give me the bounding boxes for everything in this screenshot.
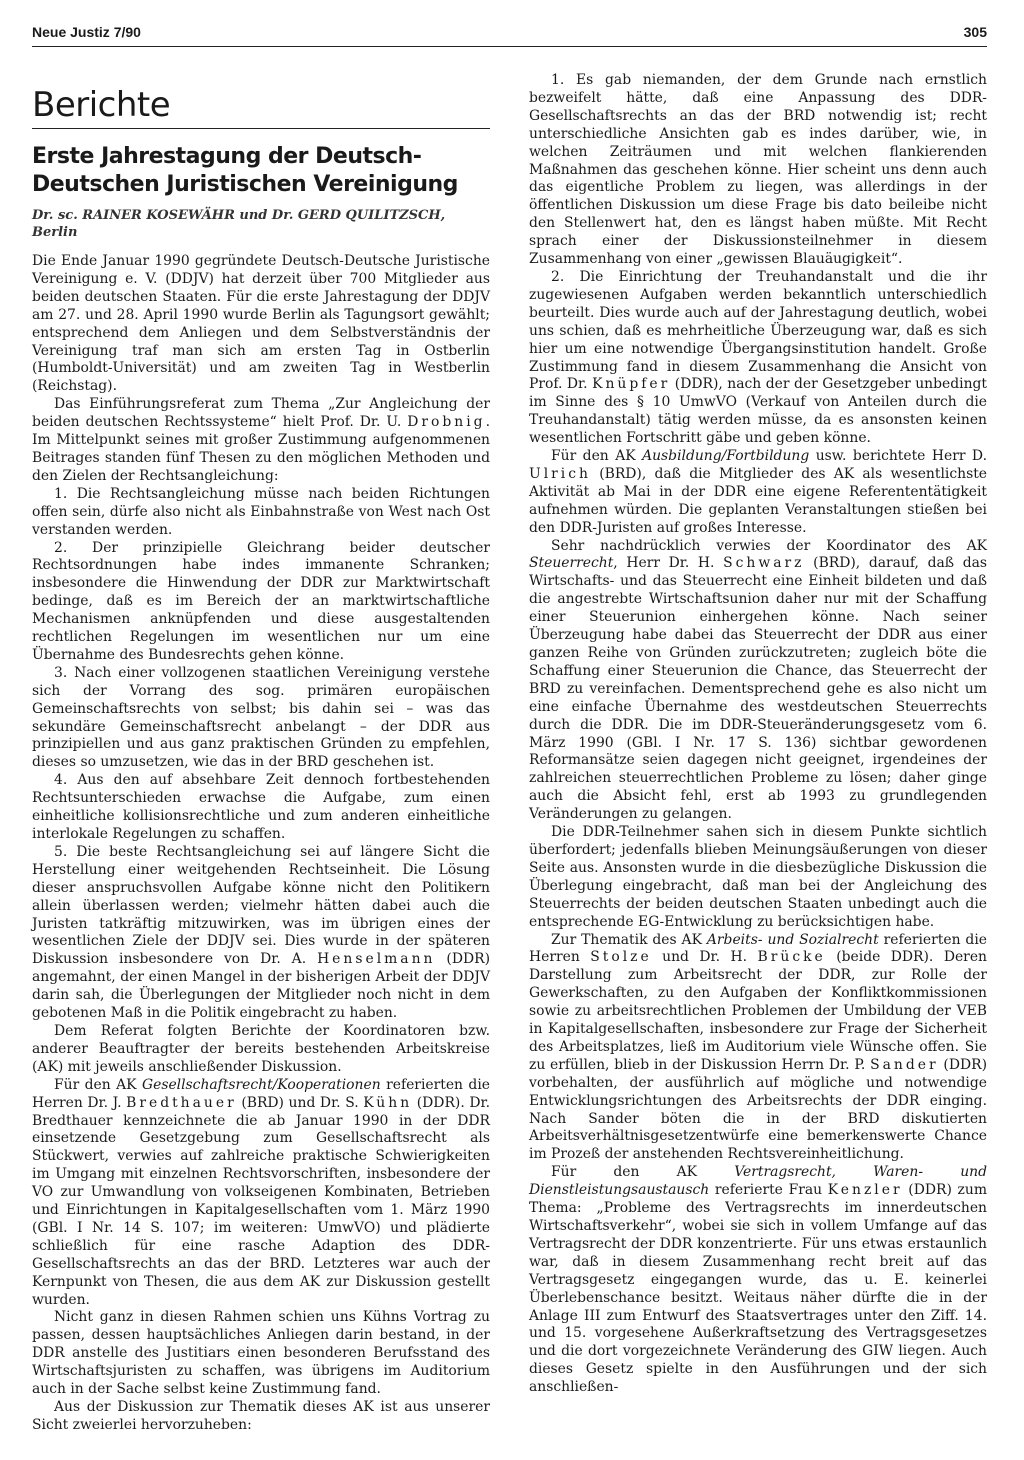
thesis-1: 1. Die Rechtsangleichung müsse nach beiden Richtungen offen sein, dürfe also nicht als Einbahnstraße von West nach Ost verstanden werden. bbox=[32, 485, 490, 538]
thesis-5 bbox=[32, 844, 490, 1023]
paragraph-keynote bbox=[32, 396, 490, 486]
person-name: Schwarz bbox=[723, 555, 805, 572]
journal-issue: Neue Justiz 7/90 bbox=[32, 24, 141, 40]
text-run: (DDR), nach der der Gesetzgeber unbedingt im Sinne des § 10 UmwVO (Verkauf von Anteilen durch die Treuhandanstalt) tätig werden müsse, da es ansonsten keinen wesentlichen Fortschritt gäbe und geben könne. bbox=[529, 376, 987, 447]
text-run: (BRD), darauf, daß das Wirtschafts- und das Steuerrecht eine Einheit bildeten und daß die angestrebte Wirtschaftsunion daher nur mit der Schaffung einer Steuerunion einhergehen könne. Nach seiner Überzeugung habe dabei das Steuerrecht der DDR aus einer ganzen Reihe von Gründen zurückzutreten; zugleich böte die Schaffung einer Steuerunion die Chance, das Steuerrecht der BRD zu vereinfachen. Dementsprechend gehe es also nicht um eine einfache Übernahme des westdeutschen Steuerrechts durch die DDR. Die im DDR-Steueränderungsgesetz vom 6. März 1990 (GBl. I Nr. 17 S. 136) sichtbar gewordenen Reformansätze seien dagegen nicht geeignet, irgendeines der zahlreichen steuerrechtlichen Probleme zu lösen; daher ginge auch die Absicht fehl, erst ab 1993 zu grundlegenden Veränderungen zu gelangen. bbox=[529, 555, 988, 823]
working-group-name: Steuerrecht bbox=[529, 555, 614, 572]
paragraph-ddr-participants: Die DDR-Teilnehmer sahen sich in diesem Punkte sichtlich überfordert; jedenfalls blieben Meinungsäußerungen von dieser Seite aus. Ansonsten wurde in die diesbezügliche Diskussion die Überlegung eingebracht, daß man bei der Angleichung des Steuerrechts der beiden deutschen Staaten unbedingt auch die entsprechende EG-Entwicklung zu berücksichtigen habe. bbox=[529, 824, 987, 930]
text-run: (BRD) und Dr. S. bbox=[236, 1094, 364, 1111]
text-run: Für den AK bbox=[54, 1076, 142, 1093]
article-title: Erste Jahrestagung der Deutsch-Deutschen Juristischen Vereinigung bbox=[32, 144, 458, 197]
discussion-point-2 bbox=[529, 269, 987, 448]
person-name: Bredthauer bbox=[126, 1094, 237, 1111]
right-column bbox=[529, 72, 987, 1397]
text-run: Das Einführungsreferat zum Thema „Zur Angleichung der beiden deutschen Rechtssysteme“ hielt Prof. Dr. U. bbox=[32, 396, 490, 431]
thesis-3: 3. Nach einer vollzogenen staatlichen Vereinigung verstehe sich der Vorrang des sog. primären europäischen Gemeinschaftsrechts von selbst; bis dahin sei – was das sekundäre Gemeinschaftsrecht anbelangt – der DDR aus prinzipiellen und aus ganz praktischen Gründen zu empfehlen, dieses so umzusetzen, wie das in der BRD geschehen ist. bbox=[32, 664, 490, 771]
working-group-name: Gesellschaftsrecht/Kooperationen bbox=[142, 1076, 381, 1093]
person-name: Drobnig bbox=[407, 414, 486, 431]
text-run: . Im Mittelpunkt seines mit großer Zustimmung aufgenommenen Beitrages standen fünf Thesen zu den möglichen Methoden und den Zielen der Rechtsangleichung: bbox=[32, 414, 490, 484]
person-name: Sander bbox=[870, 1056, 939, 1073]
person-name: Kenzler bbox=[827, 1182, 903, 1199]
thesis-4: 4. Aus den auf absehbare Zeit dennoch fortbestehenden Rechtsunterschieden erwachse die Aufgabe, zum einen einheitliche kollisionsrechtliche und zum anderen einheitliche interlokale Regelungen zu schaffen. bbox=[32, 772, 490, 842]
paragraph-ak-ausbildung bbox=[529, 448, 987, 538]
article-authors: Dr. sc. RAINER KOSEWÄHR und Dr. GERD QUILITZSCH, Berlin bbox=[32, 208, 446, 240]
working-group-name: Arbeits- und Sozialrecht bbox=[706, 931, 879, 948]
text-run: Für den AK bbox=[551, 448, 643, 465]
text-run: Für den AK bbox=[551, 1164, 735, 1181]
thesis-2: 2. Der prinzipielle Gleichrang beider deutscher Rechtsordnungen habe indes immanente Schranken; insbesondere die Hinwendung der DDR zur Marktwirtschaft bedinge, daß es im Bereich der an marktwirtschaftliche Mechanismen anknüpfenden und diese ausgestaltenden rechtlichen Regelungen im wesentlichen nur um eine Übernahme des Bundesrechts gehen könne. bbox=[32, 539, 490, 663]
text-run: 2. Die Einrichtung der Treuhandanstalt und die ihr zugewiesenen Aufgaben werden bekanntlich unterschiedlich beurteilt. Dies wurde auch auf der Jahrestagung deutlich, wobei uns schien, daß es mehrheitliche Überzeugung war, daß es sich hier um eine notwendige Übergangsinstitution handelt. Große Zustimmung fand in diesem Zusammenhang die Ansicht von Prof. Dr. bbox=[529, 268, 987, 393]
working-group-name: Ausbildung/Fortbildung bbox=[642, 448, 810, 465]
running-header bbox=[32, 22, 987, 47]
text-run: Sehr nachdrücklich verwies der Koordinator des AK bbox=[551, 537, 987, 554]
text-run: (DDR) vorbehalten, der ausführlich auf mögliche und notwendige Entwicklungsrichtungen des Arbeitsrechts der DDR einging. Nach Sander böten die in der BRD diskutierten Arbeitsverhältnisgesetzentwürfe eine bemerkenswerte Chance im Prozeß der anstehenden Rechtsvereinheitlichung. bbox=[529, 1056, 987, 1163]
text-run: 5. Die beste Rechtsangleichung sei auf längere Sicht die Herstellung einer weitgehenden Rechtseinheit. Die Lösung dieser anspruchsvollen Aufgabe könne nicht den Politikern allein überlassen werden; vielmehr hätten dabei auch die Juristen tatkräftig mitzuwirken, was im übrigen eines der wesentlichen Ziele der DDJV sei. Dies wurde in der späteren Diskussion insbesondere von Dr. A. bbox=[32, 843, 490, 968]
paragraph-ak-gesellschaftsrecht bbox=[32, 1077, 490, 1310]
text-run: referierten die Herren bbox=[529, 931, 987, 966]
person-name: Ulrich bbox=[529, 465, 591, 482]
section-title: Berichte bbox=[32, 86, 490, 129]
left-column bbox=[32, 46, 490, 1435]
text-run: , Herr Dr. H. bbox=[613, 555, 724, 572]
paragraph-ak-vertragsrecht bbox=[529, 1164, 987, 1397]
intro-paragraph: Die Ende Januar 1990 gegründete Deutsch-Deutsche Juristische Vereinigung e. V. (DDJV) hat derzeit über 700 Mitglieder aus beiden deutschen Staaten. Für die erste Jahrestagung der DDJV am 27. und 28. April 1990 wurde Berlin als Tagungsort gewählt; entsprechend dem Anliegen und dem Selbstverständnis der Vereinigung traf man sich am ersten Tag in Ostberlin (Humboldt-Universität) und am zweiten Tag in Westberlin (Reichstag). bbox=[32, 253, 490, 395]
text-run: (beide DDR). Deren Darstellung zum Arbeitsrecht der DDR, zur Rolle der Gewerkschaften, zu den Aufgaben der Konfliktkommissionen sowie zu arbeitsrechtlichen Problemen der Umbildung der VEB in Kapitalgesellschaften, insbesondere zur Frage der Sicherheit des Arbeitsplatzes, ließ im Auditorium viele Wünsche offen. Sie zu erfüllen, blieb in der Diskussion Herrn Dr. P. bbox=[529, 949, 987, 1073]
text-run: (DDR) angemahnt, der einen Mangel in der bisherigen Arbeit der DDJV darin sah, die Überlegungen der Mitglieder noch nicht in dem gebotenen Maß in die Politik eingebracht zu haben. bbox=[32, 951, 490, 1022]
person-name: Brücke bbox=[757, 949, 826, 966]
text-run: (DDR) zum Thema: „Probleme des Vertragsrechts im innerdeutschen Wirtschaftsverkehr“, wobei sie sich in vollem Umfange auf das Vertragsrecht der DDR konzentrierte. Für uns etwas erstaunlich war, daß in diesem Zusammenhang recht breit auf das Vertragsgesetz eingegangen wurde, das u. E. keinerlei Überlebenschance besitzt. Weitaus näher dürfte die in der Anlage III zum Entwurf des Staatsvertrages unter den Ziff. 14. und 15. vorgesehene Außerkraftsetzung des Vertragsgesetzes und die dort vorgezeichnete Veränderung des GIW liegen. Auch dieses Gesetz spielte in den Ausführungen und der sich anschließen- bbox=[529, 1182, 987, 1396]
paragraph-reports: Dem Referat folgten Berichte der Koordinatoren bzw. anderer Beauftragter der bereits bestehenden Arbeitskreise (AK) mit jeweils anschließender Diskussion. bbox=[32, 1022, 490, 1075]
text-run: referierten die Herren Dr. J. bbox=[32, 1076, 490, 1111]
text-run: (BRD), daß die Mitglieder des AK als wesentlichste Aktivität ab Mai in der DDR eine eigene Referententätigkeit aufnehmen würden. Die geplanten Veranstaltungen stießen bei den DDR-Juristen auf großes Interesse. bbox=[529, 465, 987, 536]
text-run: Zur Thematik des AK bbox=[551, 931, 707, 948]
paragraph-ak-arbeitsrecht bbox=[529, 932, 987, 1165]
text-run: usw. berichtete Herr D. bbox=[809, 448, 987, 465]
text-run: (DDR). Dr. Bredthauer kennzeichnete die ab Januar 1990 in der DDR einsetzende Gesetzgebung zum Gesellschaftsrecht als Stückwert, verwies auf zahlreiche praktische Schwierigkeiten im Umgang mit einzelnen Rechtsvorschriften, insbesondere der VO zur Umwandlung von volkseigenen Kombinaten, Betrieben und Einrichtungen in Kapitalgesellschaften vom 1. März 1990 (GBl. I Nr. 14 S. 107; im weiteren: UmwVO) und plädierte schließlich für eine rasche Adaption des DDR-Gesellschaftsrechts an das der BRD. Letzteres war auch der Kernpunkt von Thesen, die aus dem AK zur Diskussion gestellt wurden. bbox=[32, 1094, 490, 1308]
person-name: Kühn bbox=[363, 1094, 413, 1111]
discussion-point-1: 1. Es gab niemanden, der dem Grunde nach ernstlich bezweifelt hätte, daß eine Anpassung des DDR-Gesellschaftsrechts an das der BRD notwendig ist; recht unterschiedliche Ansichten gab es indes darüber, wie, in welchen Zeiträumen und mit welchen flankierenden Maßnahmen das geschehen könne. Hier scheint uns denn auch das eigentliche Problem zu liegen, was allerdings in der öffentlichen Diskussion um diese Frage bis dato beileibe nicht den Stellenwert hat, den es längst haben müßte. Mit Recht sprach einer der Diskussionsteilnehmer in diesem Zusammenhang von einer „gewissen Blauäugigkeit“. bbox=[529, 72, 987, 268]
paragraph-kuehn: Nicht ganz in diesen Rahmen schien uns Kühns Vortrag zu passen, dessen hauptsächliches Anliegen darin bestand, in der DDR anstelle des Justitiars einen besonderen Berufsstand des Wirtschaftsjuristen zu schaffen, was übrigens im Auditorium auch in der Sache selbst keine Zustimmung fand. bbox=[32, 1309, 490, 1398]
person-name: Henselmann bbox=[317, 951, 436, 968]
person-name: Knüpfer bbox=[592, 376, 671, 393]
working-group-name: Vertragsrecht, Waren- und Dienstleistungsaustausch bbox=[529, 1164, 987, 1199]
text-run: referierte Frau bbox=[709, 1182, 828, 1199]
page-number: 305 bbox=[963, 24, 987, 40]
paragraph-discussion: Aus der Diskussion zur Thematik dieses AK ist aus unserer Sicht zweierlei hervorzuheben: bbox=[32, 1399, 490, 1433]
person-name: Stolze bbox=[590, 949, 652, 966]
paragraph-ak-steuerrecht bbox=[529, 538, 987, 825]
text-run: und Dr. H. bbox=[651, 949, 758, 966]
